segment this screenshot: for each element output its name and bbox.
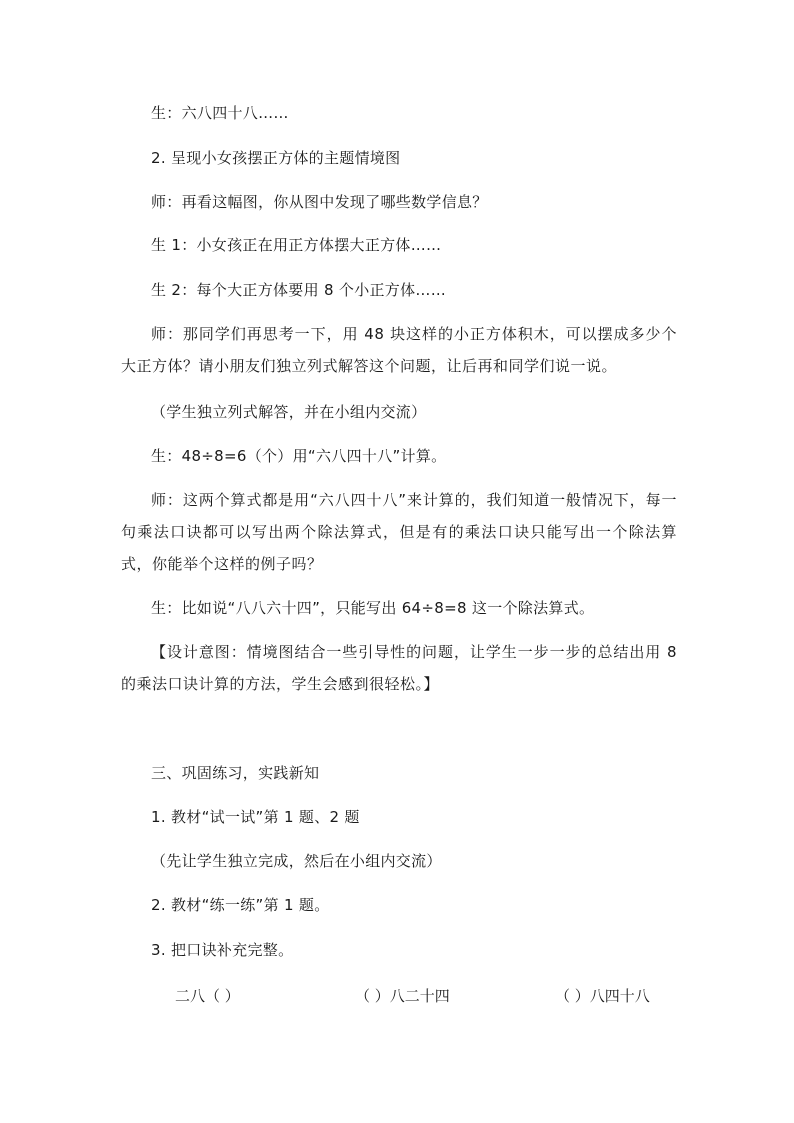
section-3-heading: 三、巩固练习，实践新知 — [151, 764, 320, 782]
fill-blank-2: （ ）八二十四 — [355, 987, 450, 1005]
fill-blank-1: 二八（ ） — [175, 987, 240, 1005]
exercise-1-line: 1. 教材“试一试”第 1 题、2 题 — [151, 808, 360, 826]
class-activity-line: （学生独立列式解答，并在小组内交流） — [151, 403, 427, 421]
student-calc-line: 生：48÷8=6（个）用“六八四十八”计算。 — [151, 447, 447, 465]
student-2-line: 生 2：每个大正方体要用 8 个小正方体…… — [151, 281, 446, 299]
exercise-3-line: 3. 把口诀补充完整。 — [151, 941, 294, 959]
exercise-2-line: 2. 教材“练一练”第 1 题。 — [151, 896, 330, 914]
design-intent-paragraph: 【设计意图：情境图结合一些引导性的问题，让学生一步一步的总结出用 8 的乘法口诀计算的方法，学生会感到很轻松。】 — [121, 643, 677, 693]
fill-blank-3: （ ）八四十八 — [555, 987, 650, 1005]
teacher-question-line: 师：再看这幅图，你从图中发现了哪些数学信息？ — [151, 193, 488, 211]
student-example-line: 生：比如说“八八六十四”，只能写出 64÷8=8 这一个除法算式。 — [151, 599, 595, 617]
student-answer-line: 生：六八四十八…… — [151, 104, 289, 122]
teacher-paragraph-2: 师：这两个算式都是用“六八四十八”来计算的，我们知道一般情况下，每一句乘法口诀都可以写出两个除法算式，但是有的乘法口诀只能写出一个除法算式，你能举个这样的例子吗？ — [121, 491, 677, 573]
step-2-heading: 2. 呈现小女孩摆正方体的主题情境图 — [151, 149, 401, 167]
student-1-line: 生 1：小女孩正在用正方体摆大正方体…… — [151, 236, 442, 254]
teacher-paragraph-1: 师：那同学们再思考一下，用 48 块这样的小正方体积木，可以摆成多少个大正方体？请小朋友们独立列式解答这个问题，让后再和同学们说一说。 — [121, 325, 677, 375]
exercise-note-line: （先让学生独立完成，然后在小组内交流） — [151, 852, 442, 870]
